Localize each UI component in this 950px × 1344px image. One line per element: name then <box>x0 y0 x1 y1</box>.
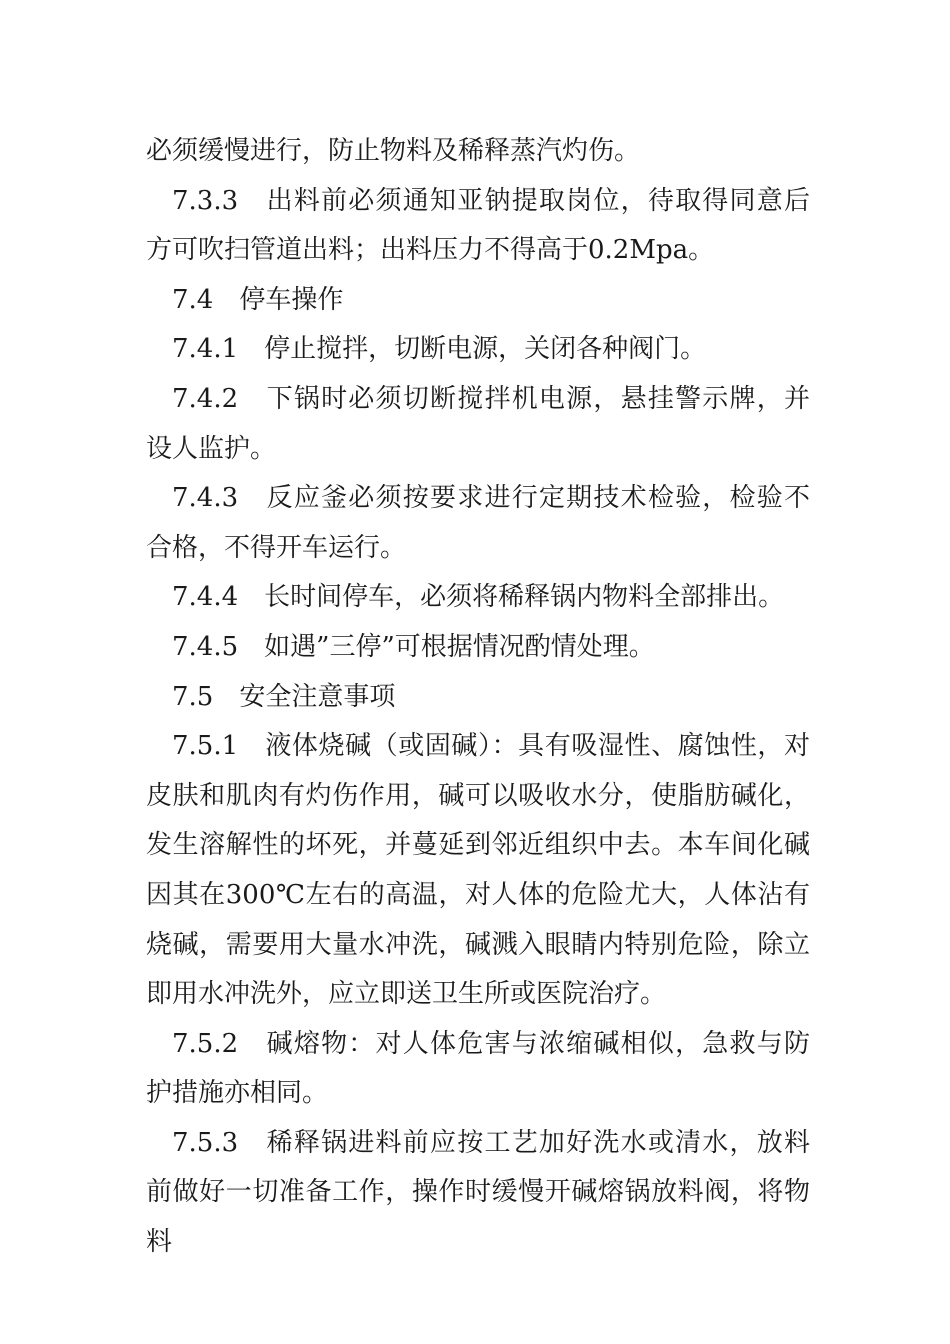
paragraph-7-4-4: 7.4.4 长时间停车，必须将稀释锅内物料全部排出。 <box>172 582 785 613</box>
paragraph-7-4-5: 7.4.5 如遇”三停”可根据情况酌情处理。 <box>172 631 655 662</box>
paragraph-7-5-1: 7.5.1 液体烧碱（或固碱）：具有吸湿性、腐蚀性，对皮肤和肌肉有灼伤作用，碱可以吸收水分，使脂肪碱化，发生溶解性的坏死，并蔓延到邻近组织中去。本车间化碱因其在300℃左右的高温，对人体的危险尤大，人体沾有烧碱，需要用大量水冲洗，碱溅入眼睛内特别危险，除立即用水冲洗外，应立即送卫生所或医院治疗。 <box>146 731 810 1010</box>
paragraph-7-4-1: 7.4.1 停止搅拌，切断电源，关闭各种阀门。 <box>172 334 707 365</box>
paragraph-7-4-2: 7.4.2 下锅时必须切断搅拌机电源，悬挂警示牌，并设人监护。 <box>146 383 810 464</box>
paragraph-continuation: 必须缓慢进行，防止物料及稀释蒸汽灼伤。 <box>146 136 641 166</box>
heading-7-5: 7.5 安全注意事项 <box>172 681 396 712</box>
paragraph-7-5-3: 7.5.3 稀释锅进料前应按工艺加好洗水或清水，放料前做好一切准备工作，操作时缓慢开碱熔锅放料阀，将物料 <box>146 1127 810 1258</box>
heading-7-4: 7.4 停车操作 <box>172 284 344 315</box>
paragraph-7-4-3: 7.4.3 反应釜必须按要求进行定期技术检验，检验不合格，不得开车运行。 <box>146 483 810 563</box>
paragraph-7-5-2: 7.5.2 碱熔物：对人体危害与浓缩碱相似，急救与防护措施亦相同。 <box>146 1028 810 1109</box>
document-page <box>146 127 810 1268</box>
paragraph-7-3-3: 7.3.3 出料前必须通知亚钠提取岗位，待取得同意后方可吹扫管道出料；出料压力不得高于0.2Mpa。 <box>146 185 810 266</box>
